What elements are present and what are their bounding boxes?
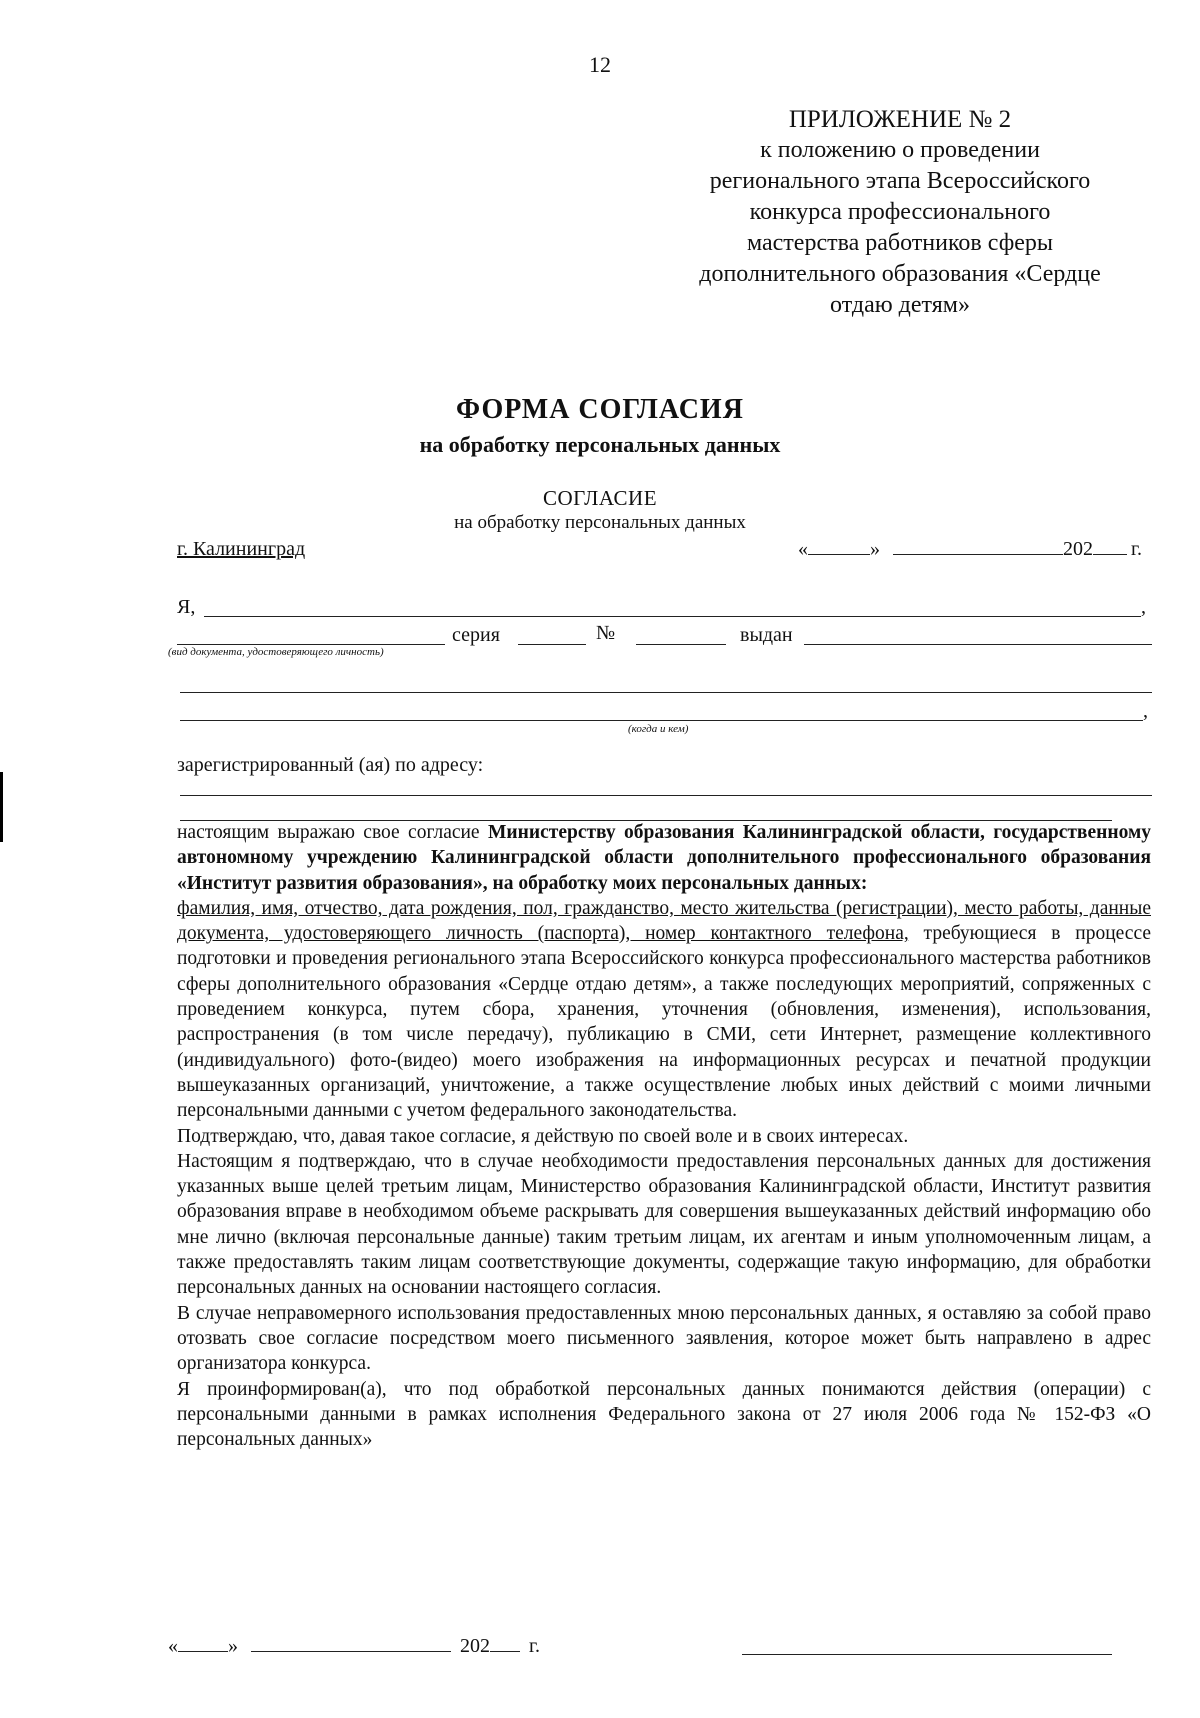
series-label: серия	[452, 624, 500, 646]
quote-open: «	[798, 538, 808, 560]
paragraph-data-list	[177, 896, 1151, 1124]
data-purpose: требующиеся в процессе подготовки и проведения регионального этапа Всероссийского конкурса профессионального мастерства работников сферы дополнительного образования «Сердце отдаю детям», а также последующих мероприятий, сопряженных с проведением конкурса, путем сбора, хранения, уточнения (обновления, изменения), использования, распространения (в том числе передачу), публикацию в СМИ, сети Интернет, размещение коллективного (индивидуального) фото-(видео) моего изображения на информационных ресурсах и печатной продукции вышеуказанных организаций, уничтожение, а также осуществление любых иных действий с моими личными персональными данными с учетом федерального законодательства.	[177, 923, 1151, 1122]
date-field	[798, 536, 1142, 561]
sig-year-blank[interactable]	[490, 1633, 520, 1652]
i-label: Я,	[177, 596, 196, 618]
consent-subtitle: на обработку персональных данных	[454, 512, 746, 533]
issued-label: выдан	[740, 624, 793, 646]
day-blank[interactable]	[808, 536, 870, 555]
paragraph-informed: Я проинформирован(а), что под обработкой персональных данных понимаются действия (операции) с персональными данными в рамках исполнения Федерального закона от 27 июля 2006 года № 152-ФЗ «О персональных данных»	[177, 1378, 1151, 1451]
appendix-line: конкурса профессионального	[749, 199, 1051, 225]
document-type-blank[interactable]	[177, 644, 445, 645]
signature-blank[interactable]	[742, 1654, 1112, 1655]
quote-close: »	[228, 1635, 238, 1657]
consent-body	[177, 820, 1151, 1452]
number-label: №	[596, 622, 616, 644]
year-blank[interactable]	[1093, 536, 1127, 555]
paragraph-confirm: Подтверждаю, что, давая такое согласие, я действую по своей воле и в своих интересах.	[177, 1125, 909, 1147]
full-name-blank[interactable]	[204, 616, 1141, 617]
signature-date-field	[168, 1633, 540, 1658]
appendix-heading: ПРИЛОЖЕНИЕ № 2	[788, 106, 1012, 133]
form-title: ФОРМА СОГЛАСИЯ	[456, 394, 744, 425]
consent-recipients: Министерству образования Калининградской области, государственному автономному учреждению Калининградской области дополнительного профессионального образования «Институт развития образования», на обработку моих персональных данных:	[177, 822, 1151, 894]
document-caption: (вид документа, удостоверяющего личность)	[168, 646, 384, 658]
paragraph-revoke: В случае неправомерного использования предоставленных мною персональных данных, я оставляю за собой право отозвать свое согласие посредством моего письменного заявления, которое может быть направлено в адрес организатора конкурса.	[177, 1302, 1151, 1375]
consent-title: СОГЛАСИЕ	[542, 486, 658, 510]
issued-by-blank-2[interactable]	[180, 720, 1143, 721]
appendix-line: регионального этапа Всероссийского	[709, 168, 1091, 194]
page-number: 12	[589, 52, 611, 77]
paragraph-third-parties: Настоящим я подтверждаю, что в случае необходимости предоставления персональных данных для достижения указанных выше целей третьим лицам, Министерство образования Калининградской области, Институт развития образования вправе в необходимом объеме раскрывать для совершения вышеуказанных действий информацию обо мне лично (включая персональные данные) таким третьим лицам, их агентам и иным уполномоченным лицам, а также предоставлять таким лицам соответствующие документы, содержащие такую информацию, для обработки персональных данных на основании настоящего согласия.	[177, 1150, 1151, 1299]
address-blank-1[interactable]	[180, 795, 1152, 796]
year-prefix: 202	[1063, 538, 1093, 560]
month-blank[interactable]	[893, 536, 1063, 555]
paragraph-consent	[177, 820, 1151, 896]
data-list: фамилия, имя, отчество, дата рождения, пол, гражданство, место жительства (регистрации), место работы, данные документа, удостоверяющего личность (паспорта), номер контактного телефона,	[177, 897, 1151, 945]
sig-month-blank[interactable]	[251, 1633, 451, 1652]
sig-day-blank[interactable]	[178, 1633, 228, 1652]
sig-year-suffix: г.	[529, 1635, 540, 1657]
comma: ,	[1141, 596, 1146, 618]
scan-margin-mark	[0, 772, 3, 842]
quote-close: »	[870, 538, 880, 560]
issued-blank[interactable]	[804, 644, 1152, 645]
consent-intro: настоящим выражаю свое согласие	[177, 822, 488, 843]
series-blank[interactable]	[518, 644, 586, 645]
appendix-line: к положению о проведении	[760, 137, 1040, 163]
quote-open: «	[168, 1635, 178, 1657]
appendix-line: дополнительного образования «Сердце	[699, 261, 1101, 287]
appendix-block	[640, 104, 1160, 321]
appendix-line: отдаю детям»	[830, 292, 970, 318]
number-blank[interactable]	[636, 644, 726, 645]
when-by-caption: (когда и кем)	[628, 723, 689, 735]
registered-label: зарегистрированный (ая) по адресу:	[177, 754, 484, 776]
year-suffix: г.	[1131, 538, 1142, 560]
sig-year-prefix: 202	[460, 1635, 490, 1657]
comma: ,	[1143, 700, 1148, 722]
issued-by-blank-1[interactable]	[180, 692, 1152, 693]
city-label: г. Калининград	[177, 538, 306, 560]
appendix-line: мастерства работников сферы	[746, 230, 1054, 256]
form-subtitle: на обработку персональных данных	[419, 432, 781, 457]
